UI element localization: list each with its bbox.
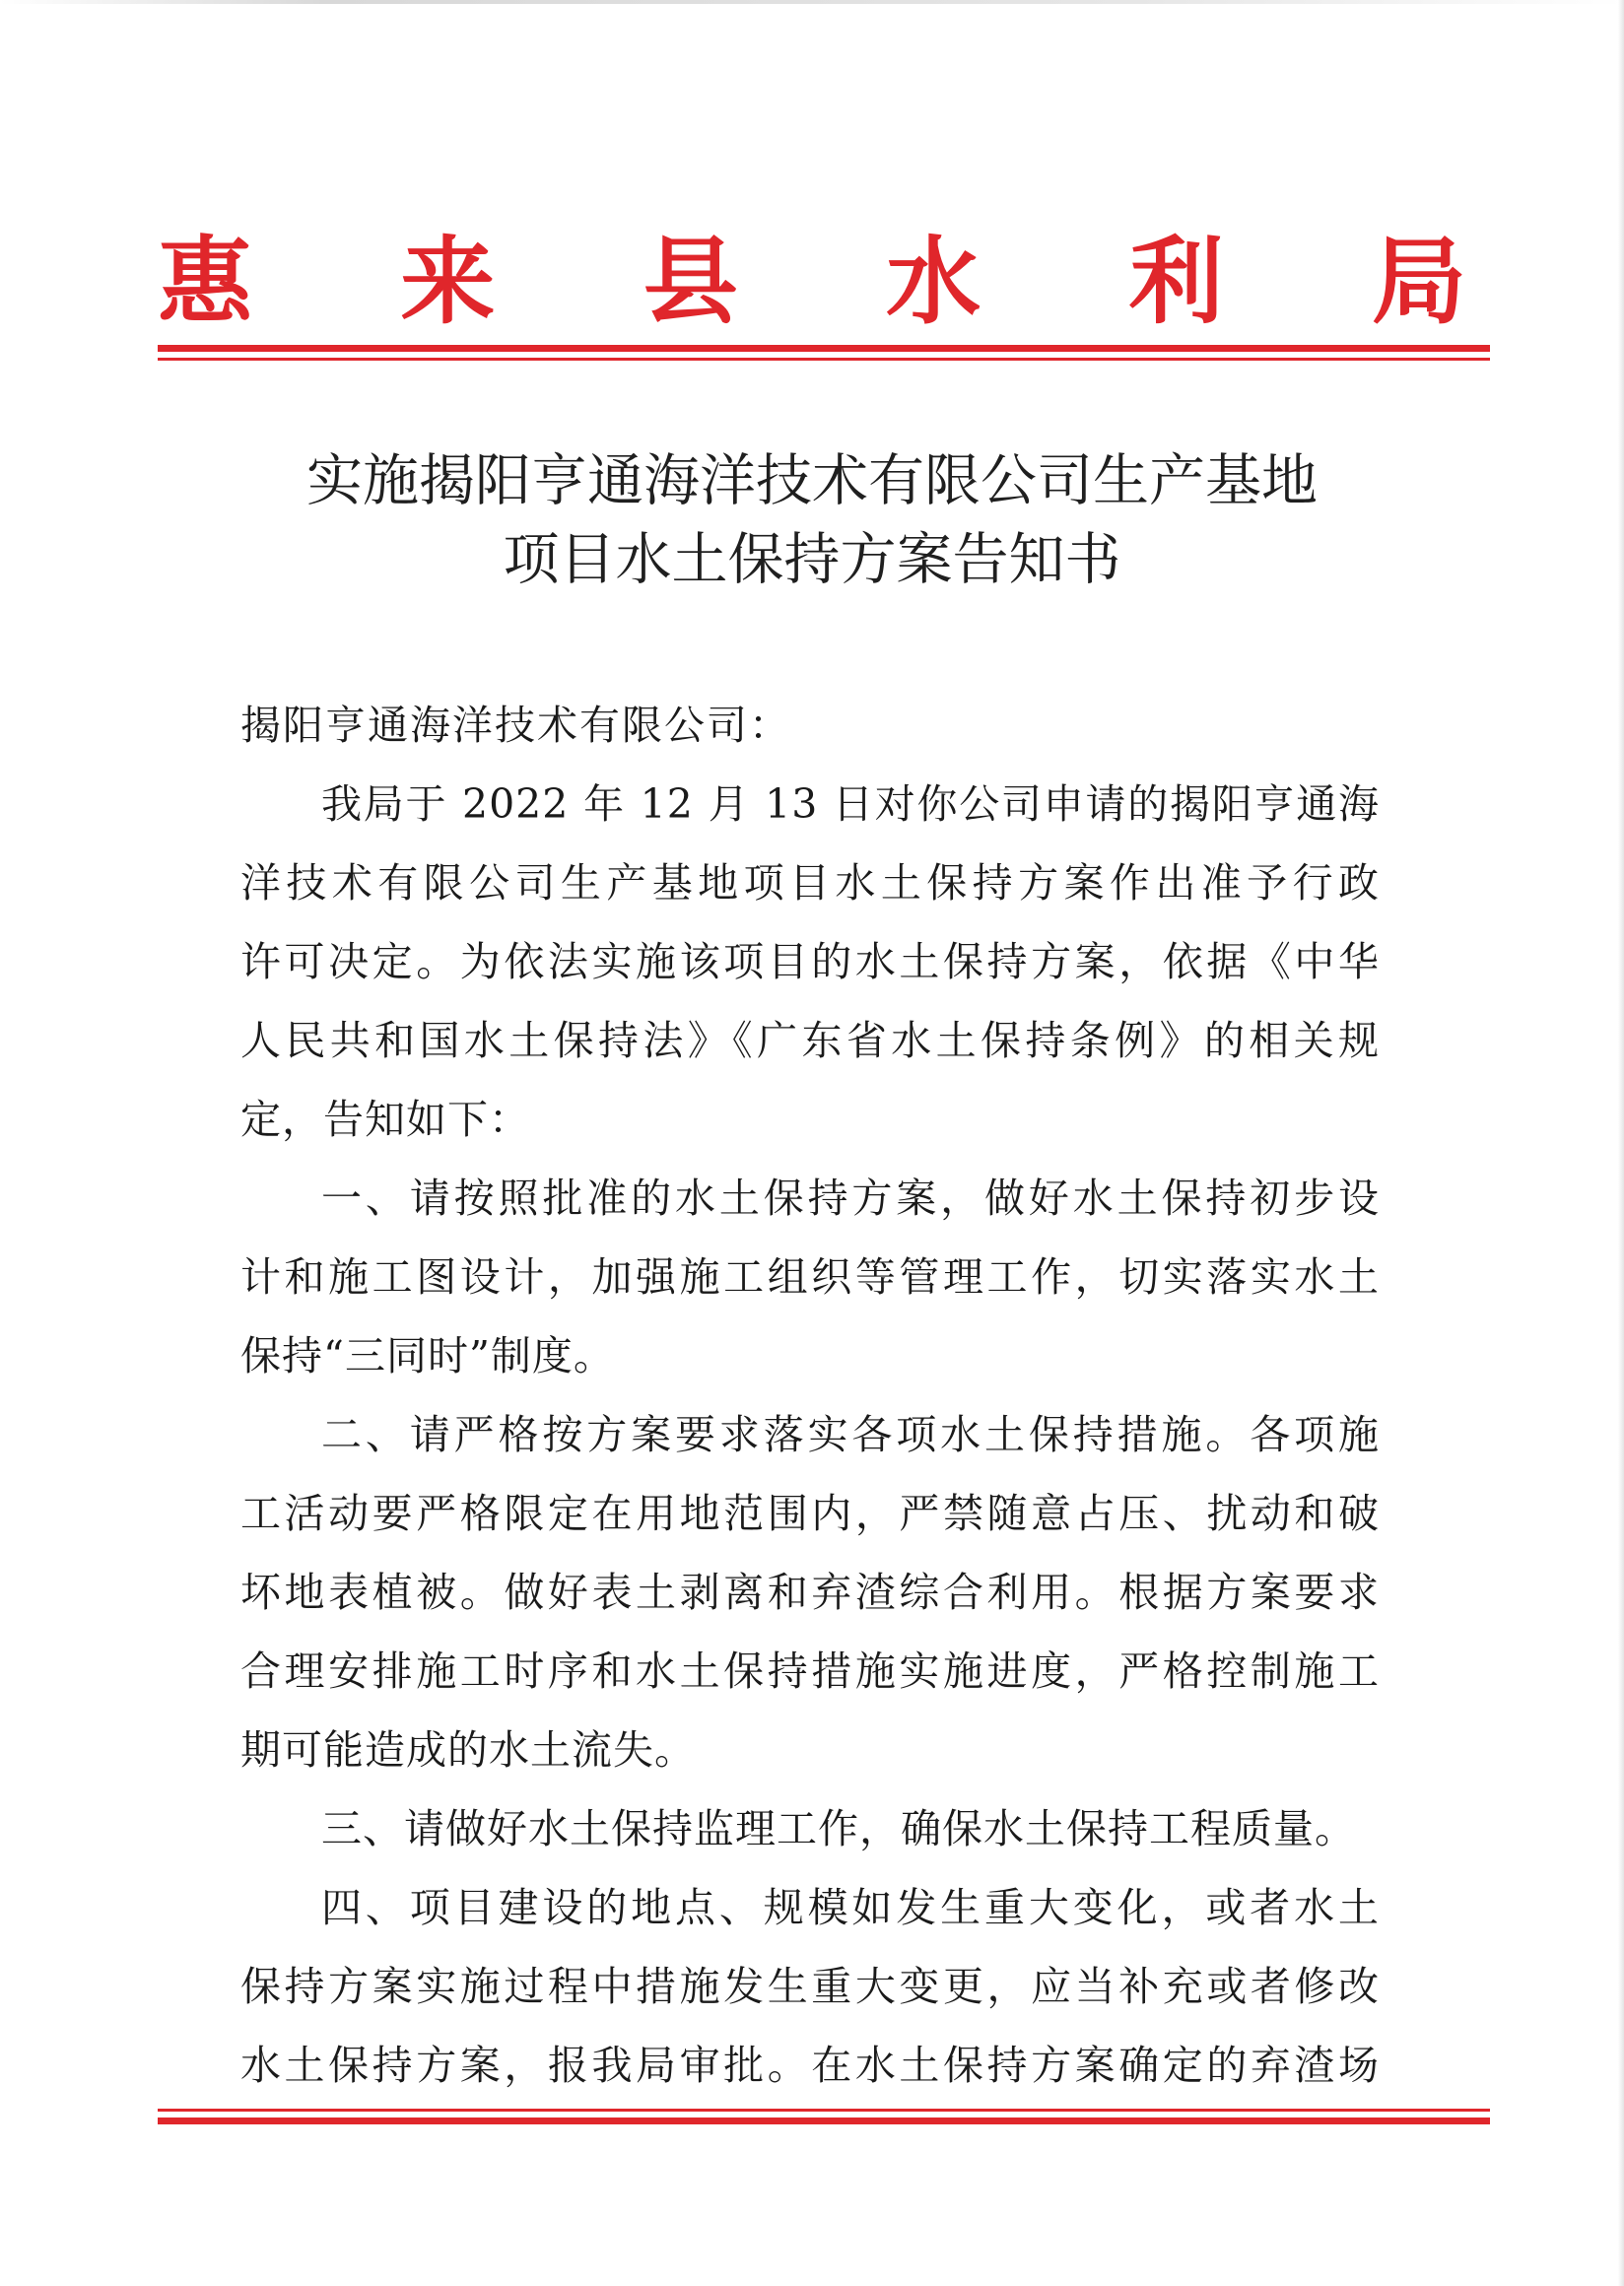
scan-right-edge: [1618, 0, 1624, 2286]
letterhead-char: 县: [643, 226, 738, 337]
header-rule-thick: [158, 345, 1490, 352]
scan-top-edge: [0, 0, 1624, 4]
paragraph-line: 保持方案实施过程中措施发生重大变更，应当补充或者修改: [240, 1963, 1380, 2010]
salutation: 揭阳亨通海洋技术有限公司：: [240, 702, 791, 749]
paragraph-line: 四、项目建设的地点、规模如发生重大变化，或者水土: [321, 1884, 1380, 1931]
paragraph-line: 人民共和国水土保持法》《广东省水土保持条例》的相关规: [240, 1017, 1380, 1064]
document-title-line-2: 项目水土保持方案告知书: [503, 527, 1121, 592]
paragraph-line: 许可决定。为依法实施该项目的水土保持方案，依据《中华: [240, 938, 1380, 985]
letterhead-char: 惠: [158, 226, 252, 337]
paragraph-line: 水土保持方案，报我局审批。在水土保持方案确定的弃渣场: [240, 2042, 1380, 2089]
paragraph-line: 三、请做好水土保持监理工作，确保水土保持工程质量。: [321, 1805, 1356, 1852]
footer-rule-thick: [158, 2118, 1490, 2124]
letterhead-char: 来: [400, 226, 496, 337]
footer-rule-thin: [158, 2109, 1490, 2112]
paragraph-line: 洋技术有限公司生产基地项目水土保持方案作出准予行政: [240, 859, 1380, 907]
letterhead-char: 水: [886, 226, 981, 337]
letterhead: [158, 223, 1466, 341]
paragraph-line: 二、请严格按方案要求落实各项水土保持措施。各项施: [321, 1411, 1380, 1458]
paragraph-line: 工活动要严格限定在用地范围内，严禁随意占压、扰动和破: [240, 1490, 1380, 1537]
paragraph-line: 合理安排施工时序和水土保持措施实施进度，严格控制施工: [240, 1647, 1380, 1695]
paragraph-line: 期可能造成的水土流失。: [240, 1726, 696, 1774]
paragraph-line: 保持“三同时”制度。: [240, 1332, 615, 1379]
paragraph-line: 定，告知如下：: [240, 1096, 530, 1143]
paragraph-line: 坏地表植被。做好表土剥离和弃渣综合利用。根据方案要求: [240, 1569, 1380, 1616]
letterhead-char: 利: [1128, 226, 1224, 337]
paragraph-line: 一、请按照批准的水土保持方案，做好水土保持初步设: [321, 1175, 1380, 1222]
letterhead-char: 局: [1371, 226, 1466, 337]
paragraph-line: 计和施工图设计，加强施工组织等管理工作，切实落实水土: [240, 1253, 1380, 1301]
header-rule-thin: [158, 358, 1490, 361]
paragraph-line: 我局于 2022 年 12 月 13 日对你公司申请的揭阳亨通海: [321, 780, 1380, 828]
document-title-line-1: 实施揭阳亨通海洋技术有限公司生产基地: [306, 448, 1318, 513]
